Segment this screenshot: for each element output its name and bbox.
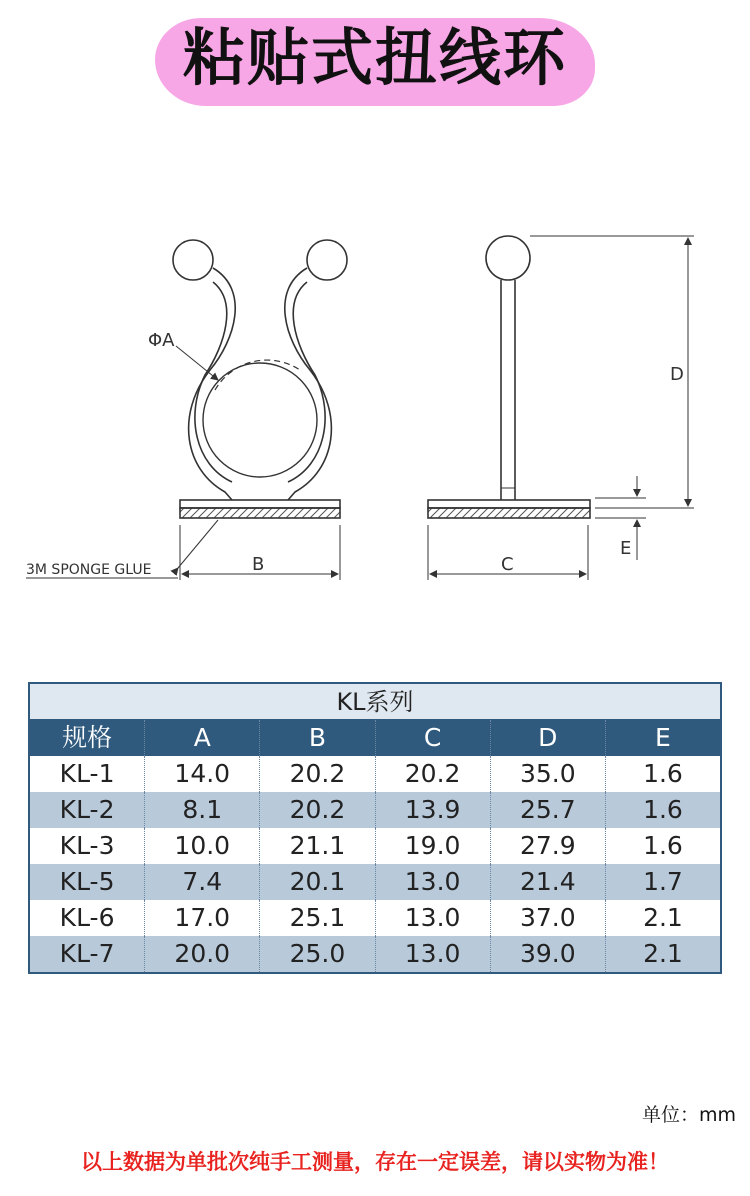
spec-table: [28, 682, 722, 974]
header-cell: C: [376, 720, 491, 756]
table-cell: 2.1: [643, 903, 683, 932]
table-cell: 1.6: [643, 759, 683, 788]
table-cell: 1.7: [643, 867, 683, 896]
unit-label: 单位：mm: [641, 1104, 736, 1126]
table-cell: KL-5: [30, 864, 145, 900]
header-cell: E: [655, 723, 671, 752]
label-d: D: [670, 364, 684, 385]
title-area: [0, 0, 750, 120]
table-cell: KL-2: [30, 792, 145, 828]
table-cell: 13.0: [376, 936, 491, 972]
product-diagram: [0, 220, 750, 600]
table-cell: 20.2: [260, 756, 375, 792]
table-row: [30, 864, 720, 900]
table-cell: 25.1: [260, 900, 375, 936]
table-cell: 20.0: [145, 936, 260, 972]
table-cell: 7.4: [145, 864, 260, 900]
label-b: B: [252, 554, 265, 575]
front-view: [173, 240, 347, 518]
table-cell: 21.4: [491, 864, 606, 900]
table-row: [30, 936, 720, 972]
disclaimer-note: 以上数据为单批次纯手工测量，存在一定误差，请以实物为准！: [81, 1150, 669, 1174]
table-cell: 1.6: [643, 795, 683, 824]
table-cell: 17.0: [145, 900, 260, 936]
dimension-drawing: [0, 220, 750, 600]
table-cell: 13.0: [376, 900, 491, 936]
header-cell: B: [260, 720, 375, 756]
table-cell: 13.0: [376, 864, 491, 900]
table-row: [30, 756, 720, 792]
table-cell: 20.1: [260, 864, 375, 900]
table-cell: 8.1: [145, 792, 260, 828]
header-cell: A: [145, 720, 260, 756]
table-header-row: [30, 720, 720, 756]
table-row: [30, 828, 720, 864]
page-title: 粘贴式扭线环: [182, 21, 567, 94]
header-cell: D: [491, 720, 606, 756]
table-caption: KL系列: [30, 684, 720, 720]
table-cell: 2.1: [643, 939, 683, 968]
label-e: E: [620, 538, 632, 559]
label-phi-a: ΦA: [148, 330, 175, 351]
table-cell: 35.0: [491, 756, 606, 792]
label-c: C: [501, 554, 514, 575]
table-cell: 37.0: [491, 900, 606, 936]
table-cell: 39.0: [491, 936, 606, 972]
table-cell: 13.9: [376, 792, 491, 828]
side-view: [428, 236, 590, 518]
table-row: [30, 900, 720, 936]
label-glue: 3M SPONGE GLUE: [26, 562, 152, 578]
table-cell: KL-1: [30, 756, 145, 792]
table-cell: 21.1: [260, 828, 375, 864]
table-cell: KL-6: [30, 900, 145, 936]
table-cell: 19.0: [376, 828, 491, 864]
table-cell: 1.6: [643, 831, 683, 860]
table-cell: KL-3: [30, 828, 145, 864]
table-cell: KL-7: [30, 936, 145, 972]
table-cell: 14.0: [145, 756, 260, 792]
table-cell: 10.0: [145, 828, 260, 864]
table-cell: 27.9: [491, 828, 606, 864]
table-cell: 20.2: [376, 756, 491, 792]
header-cell: 规格: [30, 720, 145, 756]
table-cell: 25.7: [491, 792, 606, 828]
table-cell: 25.0: [260, 936, 375, 972]
table-cell: 20.2: [260, 792, 375, 828]
table-row: [30, 792, 720, 828]
